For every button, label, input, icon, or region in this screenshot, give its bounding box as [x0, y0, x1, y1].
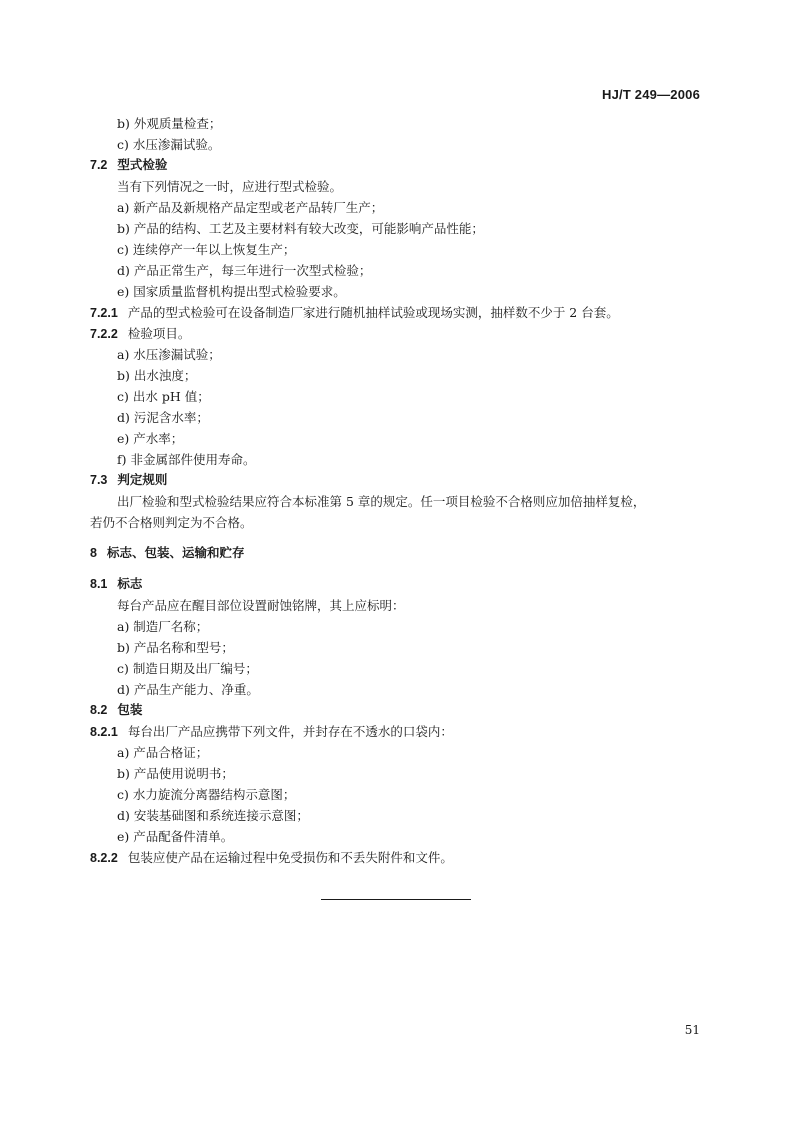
clause-8-2-2 [90, 847, 705, 868]
section-title: 判定规则 [117, 473, 168, 487]
end-of-document-rule [321, 899, 471, 900]
section-heading-7-2 [90, 155, 705, 176]
list-item: d) 产品生产能力、净重。 [117, 682, 259, 697]
clause-text: 产品的型式检验可在设备制造厂家进行随机抽样试验或现场实测，抽样数不少于 2 台套。 [127, 305, 619, 320]
paragraph-line: 若仍不合格则判定为不合格。 [90, 515, 253, 530]
list-item: c) 连续停产一年以上恢复生产； [117, 242, 296, 257]
clause-8-2-1 [90, 721, 705, 742]
list-item: c) 水压渗漏试验。 [117, 137, 221, 152]
list-item: d) 污泥含水率； [117, 410, 209, 425]
list-item: a) 产品合格证； [117, 745, 209, 760]
document-body [90, 113, 705, 868]
list-item: b) 产品的结构、工艺及主要材料有较大改变，可能影响产品性能； [117, 221, 484, 236]
clause-7-2-1 [90, 302, 705, 323]
chapter-heading-8 [90, 543, 705, 564]
list-item: e) 国家质量监督机构提出型式检验要求。 [117, 284, 346, 299]
section-heading-8-1 [90, 574, 705, 595]
section-number: 7.3 [90, 473, 108, 487]
section-title: 标志 [117, 577, 143, 591]
list-item: b) 出水浊度； [117, 368, 197, 383]
list-item: e) 产水率； [117, 431, 184, 446]
section-number: 8.2 [90, 703, 108, 717]
paragraph: 每台产品应在醒目部位设置耐蚀铭牌，其上应标明： [117, 598, 405, 613]
list-item: d) 产品正常生产，每三年进行一次型式检验； [117, 263, 372, 278]
list-item: c) 水力旋流分离器结构示意图； [117, 787, 296, 802]
list-item: d) 安装基础图和系统连接示意图； [117, 808, 309, 823]
clause-number: 8.2.2 [90, 851, 118, 865]
paragraph: 当有下列情况之一时，应进行型式检验。 [117, 179, 343, 194]
list-item: f) 非金属部件使用寿命。 [117, 452, 256, 467]
chapter-number: 8 [90, 546, 97, 560]
clause-number: 7.2.2 [90, 327, 118, 341]
clause-text: 每台出厂产品应携带下列文件，并封存在不透水的口袋内： [127, 724, 453, 739]
clause-number: 8.2.1 [90, 725, 118, 739]
document-header-code: HJ/T 249—2006 [602, 87, 700, 102]
clause-7-2-2 [90, 323, 705, 344]
list-item: b) 产品使用说明书； [117, 766, 234, 781]
section-title: 包装 [117, 703, 143, 717]
section-number: 8.1 [90, 577, 108, 591]
page-number: 51 [684, 1023, 700, 1037]
list-item: b) 产品名称和型号； [117, 640, 234, 655]
clause-number: 7.2.1 [90, 306, 118, 320]
section-heading-7-3 [90, 470, 705, 491]
list-item: a) 制造厂名称； [117, 619, 209, 634]
section-title: 型式检验 [117, 158, 168, 172]
section-heading-8-2 [90, 700, 705, 721]
list-item: a) 水压渗漏试验； [117, 347, 221, 362]
clause-text: 包装应使产品在运输过程中免受损伤和不丢失附件和文件。 [127, 850, 453, 865]
paragraph-line: 出厂检验和型式检验结果应符合本标准第 5 章的规定。任一项目检验不合格则应加倍抽样复检， [117, 494, 646, 509]
list-item: e) 产品配备件清单。 [117, 829, 234, 844]
list-item: b) 外观质量检查； [117, 116, 222, 131]
section-number: 7.2 [90, 158, 108, 172]
clause-text: 检验项目。 [127, 326, 191, 341]
list-item: c) 制造日期及出厂编号； [117, 661, 258, 676]
list-item: a) 新产品及新规格产品定型或老产品转厂生产； [117, 200, 384, 215]
chapter-title: 标志、包装、运输和贮存 [106, 546, 245, 560]
list-item: c) 出水 pH 值； [117, 389, 210, 404]
